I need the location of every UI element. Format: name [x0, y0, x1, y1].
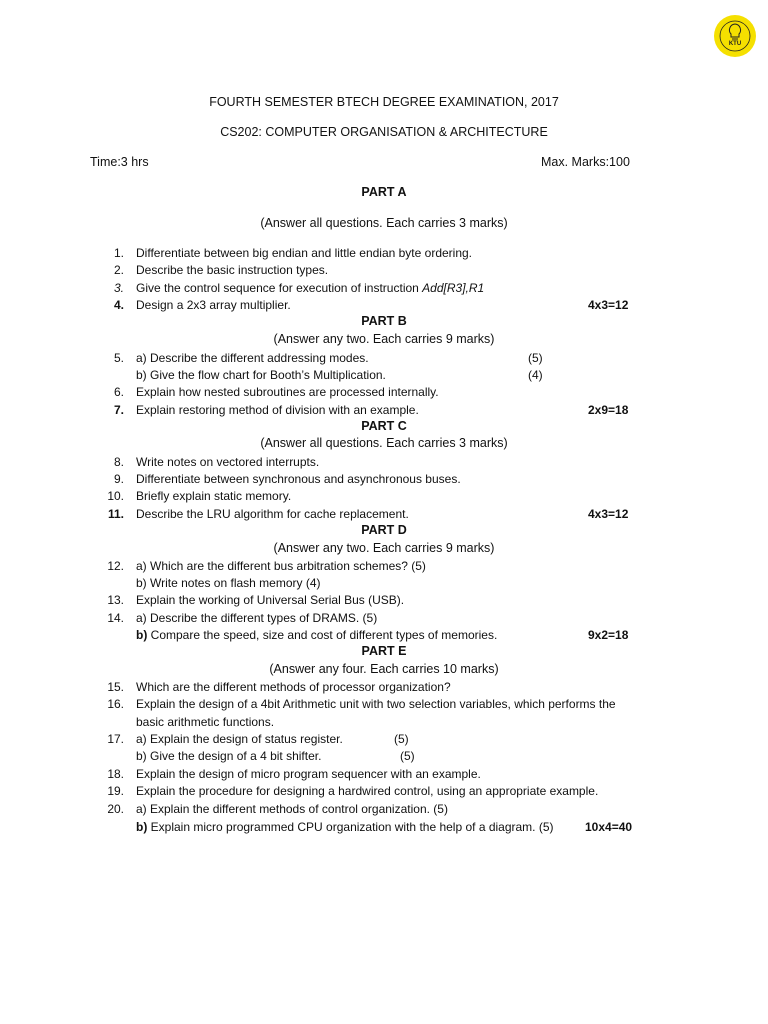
- question-text: Explain restoring method of division with an example.: [136, 403, 419, 417]
- question-text: a) Explain the different methods of control organization. (5): [136, 802, 448, 816]
- part-d-instruction: (Answer any two. Each carries 9 marks): [273, 541, 495, 555]
- part-d-title: PART D: [361, 523, 407, 537]
- exam-time: Time:3 hrs: [90, 155, 149, 169]
- part-c-total: 4x3=12: [588, 507, 629, 521]
- question-number: 5.: [113, 351, 124, 365]
- part-b-total: 2x9=18: [588, 403, 629, 417]
- part-c-title: PART C: [361, 419, 407, 433]
- question-text: Explain the procedure for designing a hardwired control, using an appropriate example.: [136, 784, 599, 798]
- subpart-text: Compare the speed, size and cost of different types of memories.: [147, 628, 498, 642]
- question-text: a) Which are the different bus arbitration schemes? (5): [136, 559, 426, 573]
- question-marks: (5): [394, 732, 409, 746]
- question-number: 7.: [113, 403, 124, 417]
- question-text: a) Describe the different addressing modes.: [136, 351, 369, 365]
- part-c-instruction: (Answer all questions. Each carries 3 marks): [260, 436, 508, 450]
- part-a-instruction: (Answer all questions. Each carries 3 marks): [260, 216, 508, 230]
- max-marks: Max. Marks:100: [541, 155, 630, 169]
- question-number: 14.: [107, 611, 124, 625]
- question-number: 8.: [113, 455, 124, 469]
- question-text: [136, 280, 484, 296]
- subpart-text: Explain micro programmed CPU organization with the help of a diagram. (5): [147, 820, 554, 834]
- part-e-instruction: (Answer any four. Each carries 10 marks): [269, 662, 499, 676]
- question-number: 2.: [113, 263, 124, 277]
- question-text: Describe the LRU algorithm for cache replacement.: [136, 507, 409, 521]
- question-number: 13.: [107, 593, 124, 607]
- question-text: [136, 819, 554, 835]
- question-text: Design a 2x3 array multiplier.: [136, 298, 291, 312]
- exam-title: FOURTH SEMESTER BTECH DEGREE EXAMINATION, 2017: [209, 95, 559, 109]
- question-text: [136, 627, 497, 643]
- question-text: Briefly explain static memory.: [136, 489, 292, 503]
- question-number: 4.: [113, 298, 124, 312]
- question-text: a) Explain the design of status register.: [136, 732, 343, 746]
- question-number: 12.: [107, 559, 124, 573]
- question-number: 19.: [107, 784, 124, 798]
- question-text: Which are the different methods of processor organization?: [136, 680, 451, 694]
- subpart-label: b): [136, 820, 148, 834]
- course-title: CS202: COMPUTER ORGANISATION & ARCHITECTURE: [220, 125, 548, 139]
- question-number: 11.: [107, 507, 124, 521]
- question-text-main: Give the control sequence for execution of instruction: [136, 281, 423, 295]
- question-number: 10.: [107, 489, 124, 503]
- question-text: a) Describe the different types of DRAMS. (5): [136, 611, 378, 625]
- question-text: Differentiate between big endian and little endian byte ordering.: [136, 246, 473, 260]
- question-number: 20.: [107, 802, 124, 816]
- part-d-total: 9x2=18: [588, 628, 629, 642]
- part-b-instruction: (Answer any two. Each carries 9 marks): [273, 332, 495, 346]
- question-number: 18.: [107, 767, 124, 781]
- part-a-title: PART A: [361, 185, 407, 199]
- question-text: b) Give the flow chart for Booth’s Multiplication.: [136, 368, 386, 382]
- question-text: Explain the design of micro program sequencer with an example.: [136, 767, 481, 781]
- question-number: 16.: [107, 697, 124, 711]
- question-number: 15.: [107, 680, 124, 694]
- question-number: 6.: [113, 385, 124, 399]
- question-marks: (4): [528, 368, 543, 382]
- subpart-label: b): [136, 628, 148, 642]
- ktu-logo-icon: [713, 14, 757, 58]
- question-number: 3.: [113, 281, 124, 295]
- part-a-total: 4x3=12: [588, 298, 629, 312]
- svg-text:KTU: KTU: [728, 41, 742, 47]
- question-text: basic arithmetic functions.: [136, 715, 275, 729]
- part-b-title: PART B: [361, 314, 407, 328]
- question-text: Explain how nested subroutines are processed internally.: [136, 385, 439, 399]
- question-text: Write notes on vectored interrupts.: [136, 455, 320, 469]
- question-number: 9.: [113, 472, 124, 486]
- question-text: Differentiate between synchronous and asynchronous buses.: [136, 472, 461, 486]
- question-number: 17.: [107, 732, 124, 746]
- instruction-operand: Add[R3],R1: [422, 281, 485, 295]
- question-text: Explain the working of Universal Serial Bus (USB).: [136, 593, 405, 607]
- question-marks: (5): [528, 351, 543, 365]
- part-e-title: PART E: [361, 644, 407, 658]
- question-text: b) Write notes on flash memory (4): [136, 576, 321, 590]
- question-text: Explain the design of a 4bit Arithmetic unit with two selection variables, which performs the: [136, 697, 616, 711]
- question-marks: (5): [400, 749, 415, 763]
- part-e-total: 10x4=40: [585, 820, 633, 834]
- question-text: b) Give the design of a 4 bit shifter.: [136, 749, 322, 763]
- question-text: Describe the basic instruction types.: [136, 263, 329, 277]
- question-number: 1.: [113, 246, 124, 260]
